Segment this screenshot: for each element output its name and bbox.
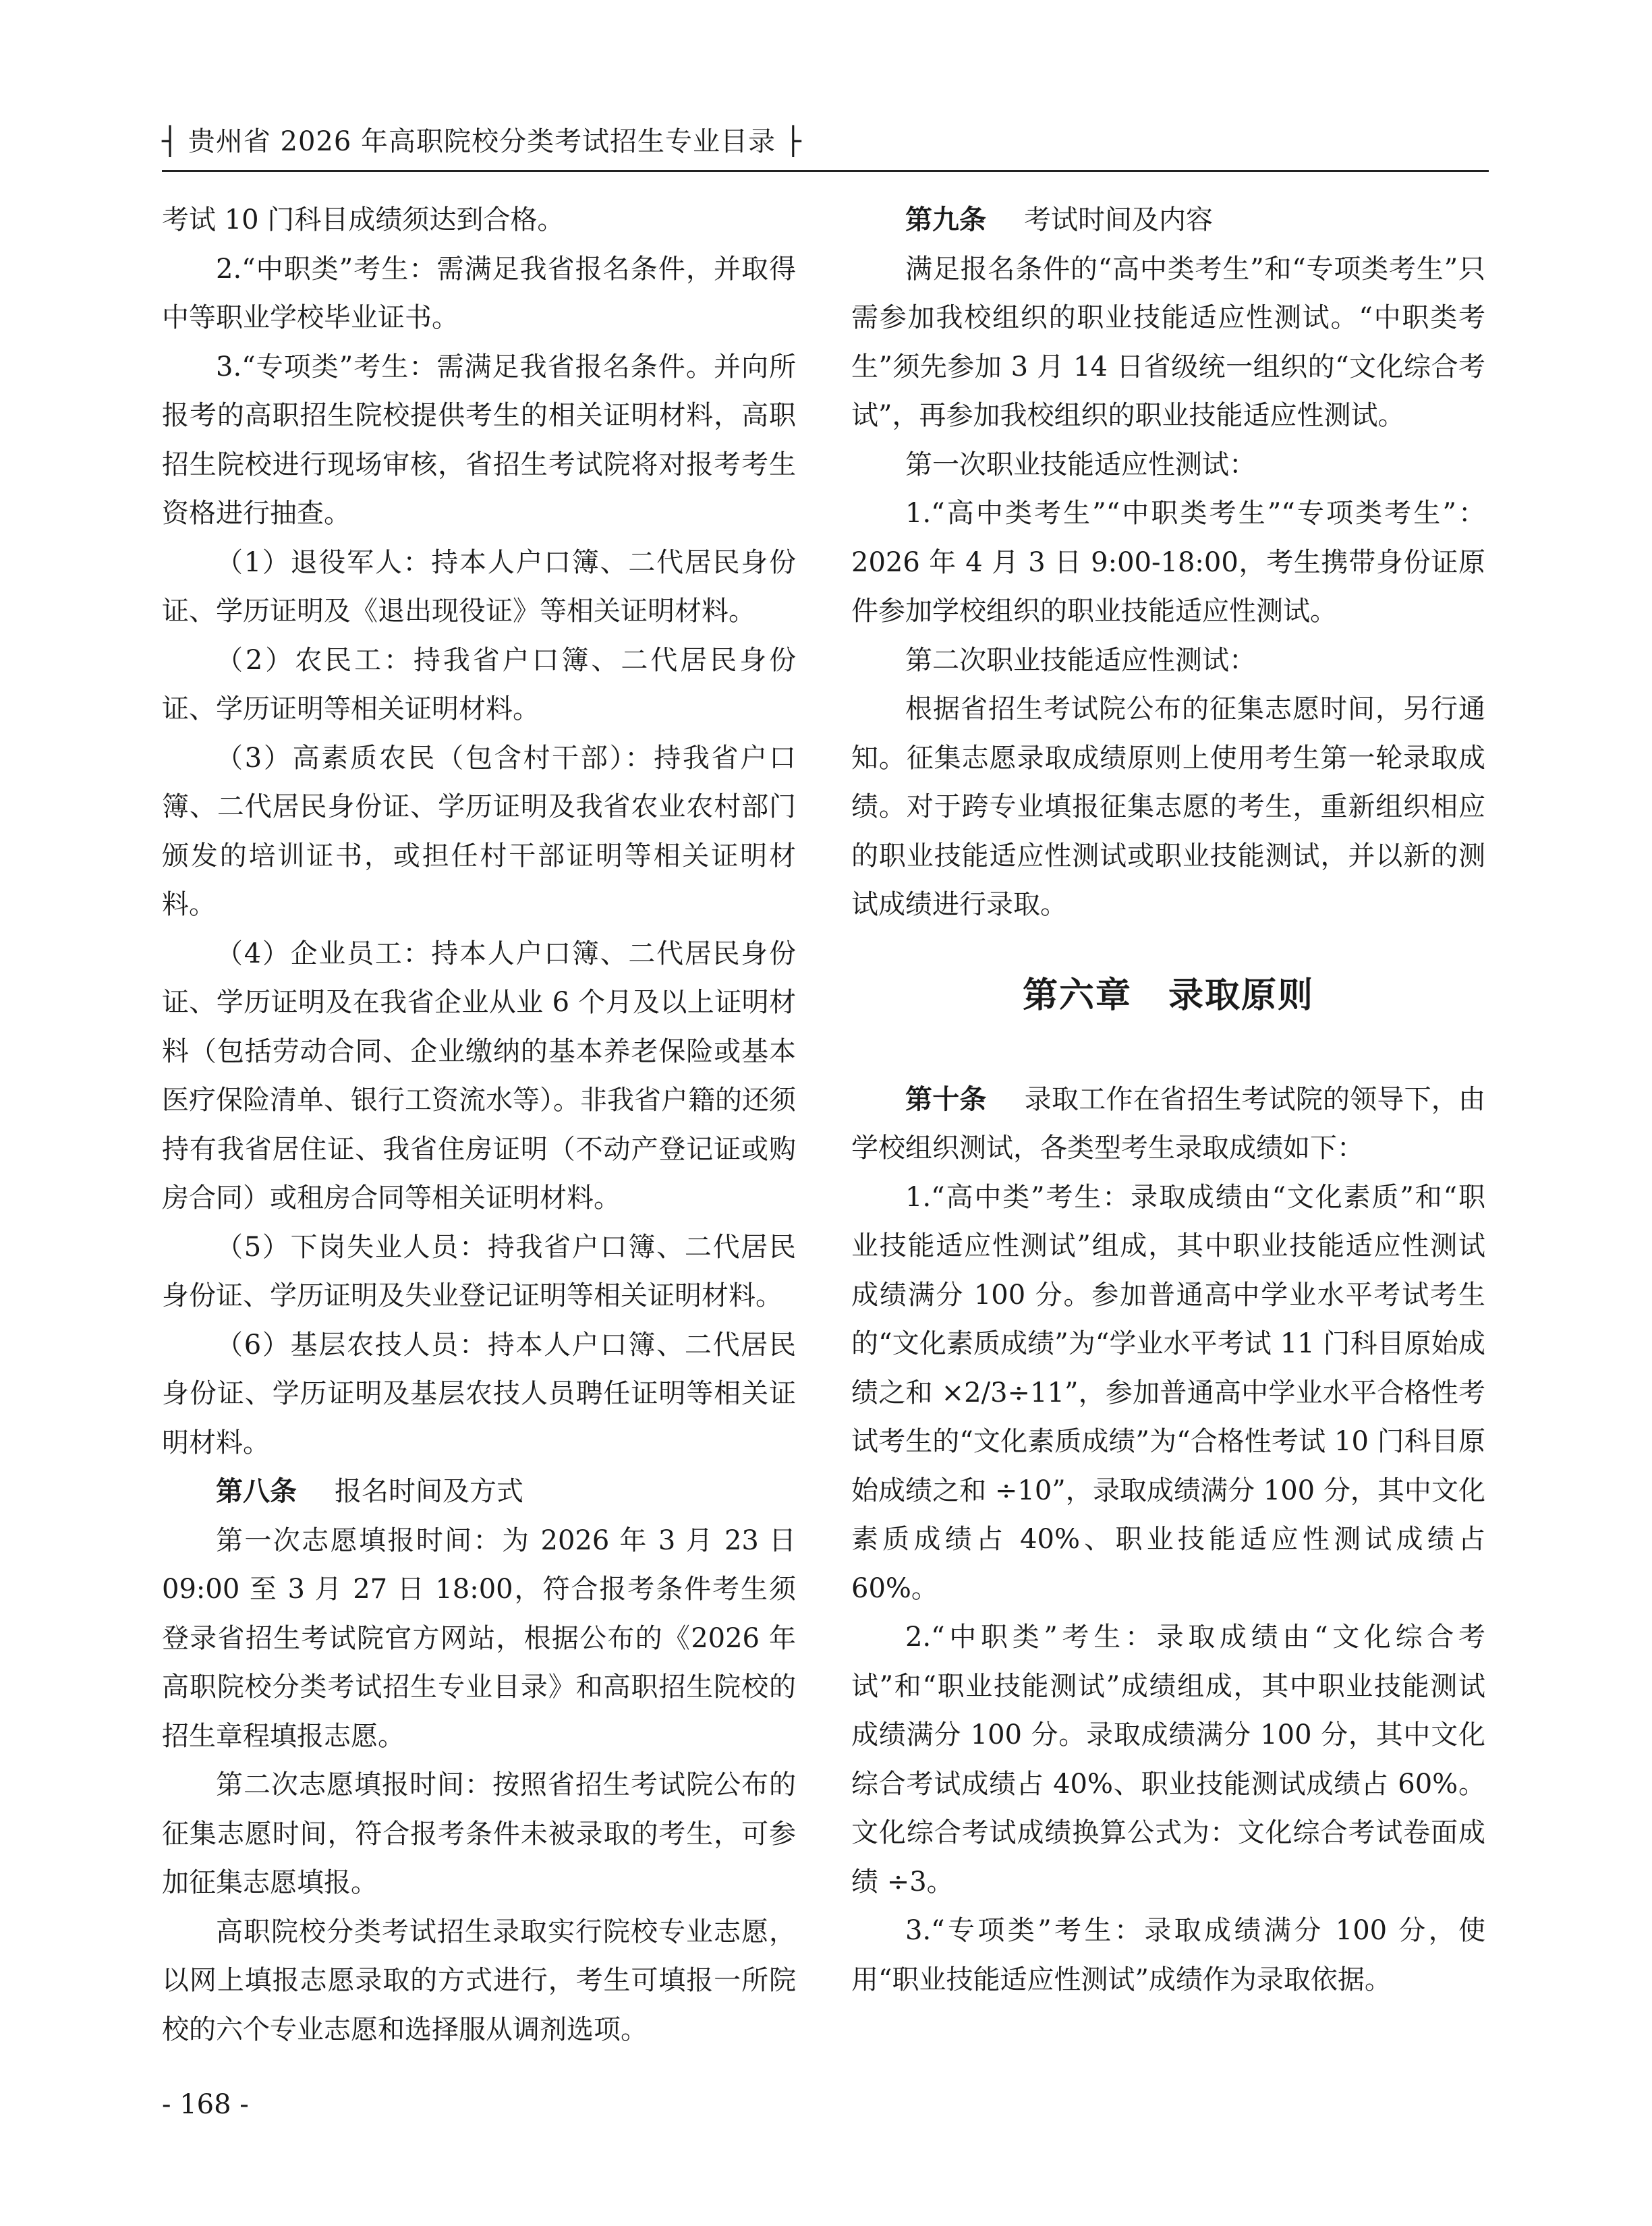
right-column xyxy=(851,196,1485,2004)
paragraph: 2.“中职类”考生：录取成绩由“文化综合考试”和“职业技能测试”成绩组成，其中职业技能测试成绩满分 100 分。录取成绩满分 100 分，其中文化综合考试成绩占 40%、职业技能测试成绩占 60%。文化综合考试成绩换算公式为：文化综合考试卷面成绩 ÷3。 xyxy=(851,1622,1485,1897)
paragraph: 高职院校分类考试招生录取实行院校专业志愿，以网上填报志愿录取的方式进行，考生可填报一所院校的六个专业志愿和选择服从调剂选项。 xyxy=(162,1916,796,2045)
article-8-heading xyxy=(162,1467,796,1516)
paragraph: （5）下岗失业人员：持我省户口簿、二代居民身份证、学历证明及失业登记证明等相关证明材料。 xyxy=(162,1231,796,1311)
paragraph: （1）退役军人：持本人户口簿、二代居民身份证、学历证明及《退出现役证》等相关证明材料。 xyxy=(162,546,796,627)
paragraph: 第一次志愿填报时间：为 2026 年 3 月 23 日 09:00 至 3 月 27 日 18:00，符合报考条件考生须登录省招生考试院官方网站，根据公布的《2026 年高职院校分类考试招生专业目录》和高职招生院校的招生章程填报志愿。 xyxy=(162,1524,796,1752)
left-column xyxy=(162,196,796,2054)
header-rule xyxy=(162,170,1489,172)
article-label: 第九条 xyxy=(905,204,986,235)
article-title: 报名时间及方式 xyxy=(335,1476,523,1507)
paragraph: 根据省招生考试院公布的征集志愿时间，另行通知。征集志愿录取成绩原则上使用考生第一轮录取成绩。对于跨专业填报征集志愿的考生，重新组织相应的职业技能适应性测试或职业技能测试，并以新的测试成绩进行录取。 xyxy=(851,693,1485,920)
paragraph: 1.“高中类”考生：录取成绩由“文化素质”和“职业技能适应性测试”组成，其中职业技能适应性测试成绩满分 100 分。参加普通高中学业水平考试考生的“文化素质成绩”为“学业水平考试 11 门科目原始成绩之和 ×2/3÷11”，参加普通高中学业水平合格性考试考生的“文化素质成绩”为“合格性考试 10 门科目原始成绩之和 ÷10”，录取成绩满分 100 分，其中文化素质成绩占 40%、职业技能适应性测试成绩占 60%。 xyxy=(851,1181,1485,1604)
paragraph: 第二次志愿填报时间：按照省招生考试院公布的征集志愿时间，符合报考条件未被录取的考生，可参加征集志愿填报。 xyxy=(162,1769,796,1898)
paragraph: 第二次职业技能适应性测试： xyxy=(905,644,1256,676)
paragraph: （4）企业员工：持本人户口簿、二代居民身份证、学历证明及在我省企业从业 6 个月及以上证明材料（包括劳动合同、企业缴纳的基本养老保险或基本医疗保险清单、银行工资流水等）。非我省户籍的还须持有我省居住证、我省住房证明（不动产登记证或购房合同）或租房合同等相关证明材料。 xyxy=(162,938,796,1214)
paragraph: （6）基层农技人员：持本人户口簿、二代居民身份证、学历证明及基层农技人员聘任证明等相关证明材料。 xyxy=(162,1329,796,1458)
paragraph: 考试 10 门科目成绩须达到合格。 xyxy=(162,204,565,235)
page-number: - 168 - xyxy=(162,2089,249,2120)
article-label: 第八条 xyxy=(216,1476,297,1507)
article-9-heading xyxy=(851,196,1485,245)
running-header: ┤ 贵州省 2026 年高职院校分类考试招生专业目录 ├ xyxy=(162,126,802,157)
paragraph: 第一次职业技能适应性测试： xyxy=(905,449,1256,480)
paragraph: 2.“中职类”考生：需满足我省报名条件，并取得中等职业学校毕业证书。 xyxy=(162,253,796,333)
paragraph: 1.“高中类考生”“中职类考生”“专项类考生”：2026 年 4 月 3 日 9:00-18:00，考生携带身份证原件参加学校组织的职业技能适应性测试。 xyxy=(851,498,1485,627)
chapter-heading: 第六章 录取原则 xyxy=(1022,975,1314,1016)
article-label: 第十条 xyxy=(905,1083,987,1115)
paragraph: 满足报名条件的“高中类考生”和“专项类考生”只需参加我校组织的职业技能适应性测试。“中职类考生”须先参加 3 月 14 日省级统一组织的“文化综合考试”，再参加我校组织的职业技能适应性测试。 xyxy=(851,253,1485,431)
article-10 xyxy=(851,1075,1485,1173)
article-title: 考试时间及内容 xyxy=(1024,204,1213,235)
paragraph: （2）农民工：持我省户口簿、二代居民身份证、学历证明等相关证明材料。 xyxy=(162,644,796,724)
paragraph: 3.“专项类”考生：录取成绩满分 100 分，使用“职业技能适应性测试”成绩作为录取依据。 xyxy=(851,1915,1485,1995)
paragraph: 3.“专项类”考生：需满足我省报名条件。并向所报考的高职招生院校提供考生的相关证明材料，高职招生院校进行现场审核，省招生考试院将对报考考生资格进行抽查。 xyxy=(162,351,796,529)
paragraph: （3）高素质农民（包含村干部）：持我省户口簿、二代居民身份证、学历证明及我省农业农村部门颁发的培训证书，或担任村干部证明等相关证明材料。 xyxy=(162,742,796,920)
article-text: 录取工作在省招生考试院的领导下，由学校组织测试，各类型考生录取成绩如下： xyxy=(851,1083,1486,1164)
